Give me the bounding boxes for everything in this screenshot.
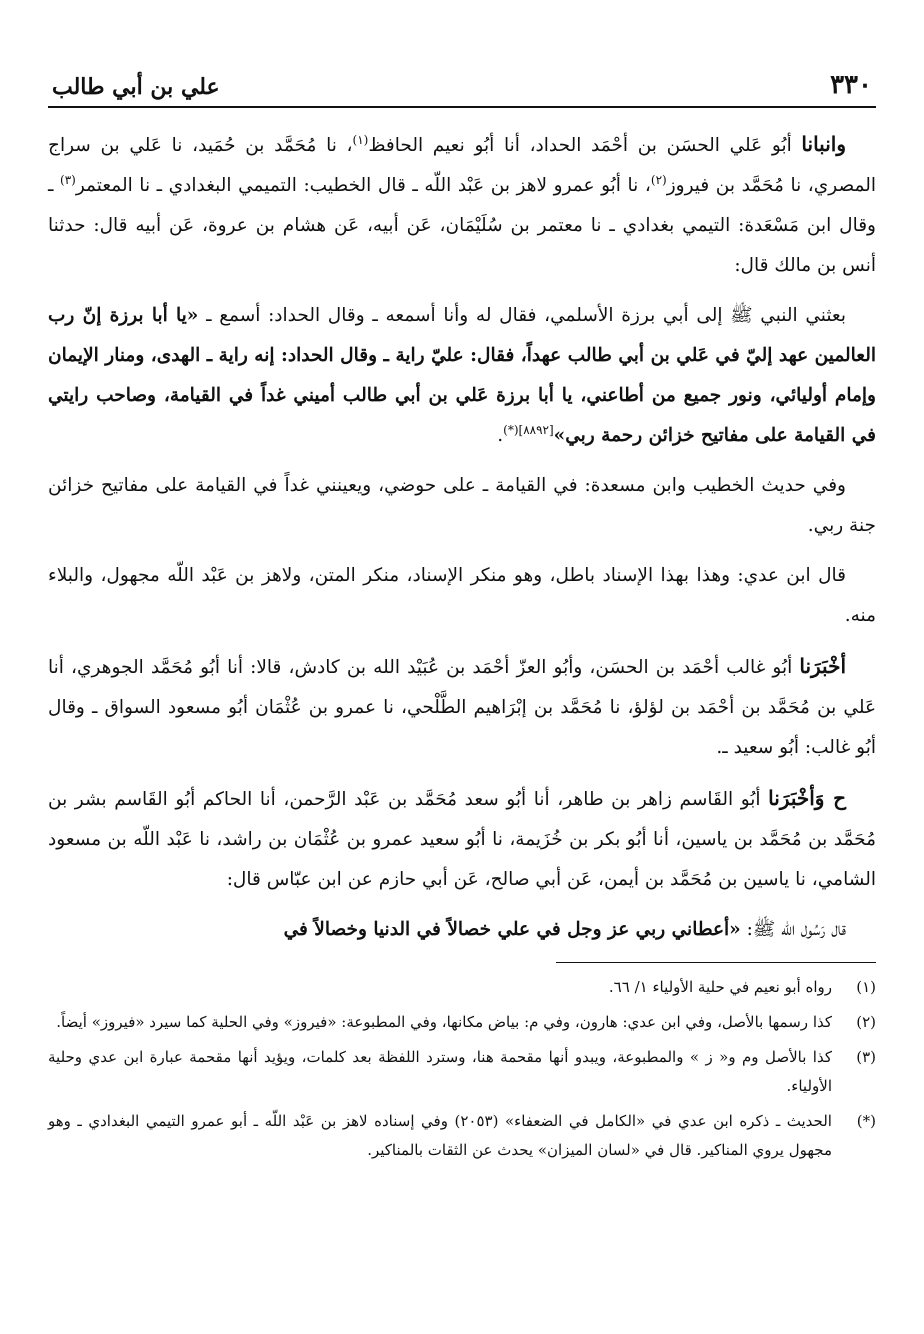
paragraph-4	[48, 556, 876, 636]
paragraph-text: قال رَسُول الله ﷺ:	[740, 919, 846, 940]
footnote-text: كذا بالأصل وم و« ز » والمطبوعة، ويبدو أنها مقحمة هنا، وسترد اللفظة بعد كلمات، ويؤيد أنها مقحمة عبارة ابن عدي وحلية الأولياء.	[48, 1048, 832, 1095]
paragraph-1	[48, 124, 876, 286]
chain-keyword: وانبانا	[801, 132, 846, 156]
footnote-mark: (*)	[856, 1112, 876, 1130]
paragraph-text: أبُو عَلي الحسَن بن أحْمَد الحداد، أنا أبُو نعيم الحافظ	[368, 135, 802, 156]
paragraph-2	[48, 296, 876, 456]
hadith-text: «أعطاني ربي عز وجل في علي خصالاً في الدنيا وخصالاً في	[283, 919, 741, 940]
footnote	[48, 1107, 876, 1165]
footnote	[48, 973, 876, 1002]
paragraph-end: .	[497, 425, 504, 446]
footnote-mark: (٣)	[856, 1048, 876, 1066]
footnote-ref[interactable]: (٣)	[60, 172, 76, 187]
paragraph-text: أبُو القَاسم زاهر بن طاهر، أنا أبُو سعد مُحَمَّد بن عَبْد الرَّحمن، أنا الحاكم أبُو القَاسم بشر بن مُحَمَّد بن مُحَمَّد بن ياسين، أنا أبُو بكر بن خُزَيمة، نا أبُو سعيد عمرو بن عُثْمَان بن راشد، نا عَبْد اللّه بن مسعود الشامي، نا ياسين بن مُحَمَّد بن أيمن، عَن أبي صالح، عَن أبي حازم عن ابن عبّاس قال:	[48, 789, 876, 890]
main-text	[48, 124, 876, 950]
footnote	[48, 1043, 876, 1101]
footnote-mark: (٢)	[856, 1013, 876, 1031]
paragraph-text: بعثني النبي ﷺ إلى أبي برزة الأسلمي، فقال له وأنا أسمعه ـ وقال الحداد: أسمع ـ	[198, 305, 846, 326]
paragraph-7	[48, 910, 876, 950]
paragraph-3	[48, 466, 876, 546]
footnote-divider	[556, 962, 876, 963]
footnotes	[48, 973, 876, 1165]
paragraph-text: قال ابن عدي: وهذا بهذا الإسناد باطل، وهو منكر الإسناد، منكر المتن، ولاهز بن عَبْد اللّه مجهول، والبلاء منه.	[48, 565, 876, 626]
footnote-text: كذا رسمها بالأصل، وفي ابن عدي: هارون، وفي م: بياض مكانها، وفي المطبوعة: «فيروز» وفي الحلية كما سيرد «فيروز» أيضاً.	[56, 1013, 832, 1031]
paragraph-text: ـ وقال ابن مَسْعَدة: التيمي بغدادي ـ نا معتمر بن سُلَيْمَان، عَن أبيه، عَن هشام بن عروة، عَن أبيه قال: حدثنا أنس بن مالك قال:	[48, 175, 876, 276]
paragraph-5	[48, 646, 876, 768]
hadith-reference[interactable]: [٨٨٩٢](*)	[503, 422, 554, 437]
paragraph-text: ، نا مُحَمَّد بن حُمَيد، نا عَلي بن سراج المصري، نا مُحَمَّد بن فيروز	[48, 135, 876, 196]
paragraph-text: أبُو غالب أحْمَد بن الحسَن، وأبُو العزّ أحْمَد بن عُبَيْد الله بن كادش، قالا: أنا أبُو مُحَمَّد الجوهري، أنا عَلي بن مُحَمَّد بن أحْمَد بن لؤلؤ، نا مُحَمَّد بن إبْرَاهيم الطَّلْحي، نا عمرو بن عُثْمَان أبُو مسعود السواق ـ وقال أبُو غالب: أبُو سعيد ـ.	[48, 657, 876, 758]
footnote-text: رواه أبو نعيم في حلية الأولياء ١/ ٦٦.	[608, 978, 832, 996]
paragraph-6	[48, 778, 876, 900]
chain-keyword: ح وَأخْبَرَنا	[768, 786, 846, 810]
footnote	[48, 1008, 876, 1037]
page-number: ٣٣٠	[830, 70, 872, 100]
chain-keyword: أخْبَرَنا	[799, 654, 846, 678]
footnote-text: الحديث ـ ذكره ابن عدي في «الكامل في الضعفاء» (٢٠٥٣) وفي إسناده لاهز بن عَبْد اللّه ـ أبو عمرو التيمي البغدادي ـ وهو مجهول يروي المناكير. قال في «لسان الميزان» يحدث عن الثقات بالمناكير.	[48, 1112, 832, 1159]
footnote-ref[interactable]: (١)	[352, 132, 369, 147]
running-title: علي بن أبي طالب	[52, 74, 220, 100]
paragraph-text: ، نا أبُو عمرو لاهز بن عَبْد اللّه ـ قال الخطيب: التميمي البغدادي ـ نا المعتمر	[75, 175, 651, 196]
running-header	[48, 70, 876, 108]
paragraph-text: وفي حديث الخطيب وابن مسعدة: في القيامة ـ على حوضي، ويعينني غداً في القيامة على مفاتيح خزائن جنة ربي.	[48, 475, 876, 536]
footnote-mark: (١)	[856, 978, 876, 996]
hadith-text: «يا أبا برزة إنّ رب العالمين عهد إليّ في عَلي بن أبي طالب عهداً، فقال: عليّ راية ـ وقال الحداد: إنه راية ـ الهدى، ومنار الإيمان وإمام أوليائي، ونور جميع من أطاعني، يا أبا برزة عَلي بن أبي طالب أميني غداً في القيامة، وصاحب رايتي في القيامة على مفاتيح خزائن رحمة ربي»	[48, 305, 876, 446]
footnote-ref[interactable]: (٢)	[650, 172, 667, 187]
